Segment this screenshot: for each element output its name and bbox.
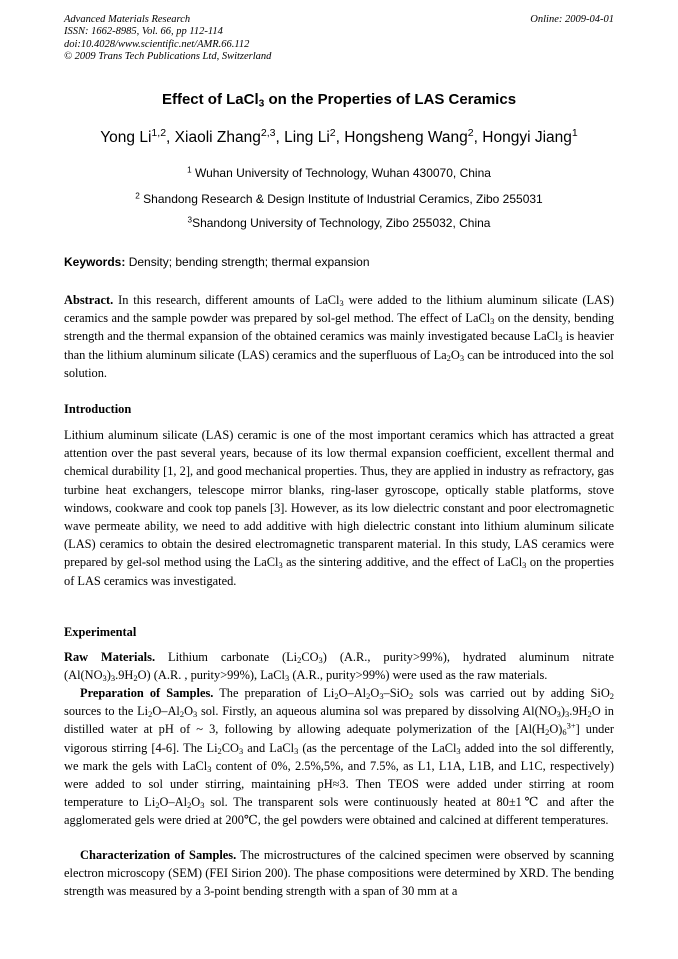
preparation-paragraph: Preparation of Samples. The preparation of $Li_2O-Al_2O_3-SiO_2$ sols was carried out by adding SiO$_2$ sources to the $Li_2O-Al_2O_3$ sol. Firstly, an aqueous alumina sol was prepared by dissolving $Al(NO_3)_3.9H_2O$ in distilled water at pH of ~ 3, following by allowing adequate polymerization of the $[Al(H_2O)_6^{3+}]$ under vigorous stirring [4-6]. The $Li_2CO_3$ and LaCl$_3$ (as the percentage of the LaCl$_3$ added into the sol differently, we mark the gels with LaCl$_3$ content of 0%, 2.5%,5%, and 7.5%, as L1, L1A, L1B, and L1C, respectively) were added to sol under stirring, maintaining pH≈3. Then TEOS were added under stirring at room temperature to $Li_2O-Al_2O_3$ sol. The transparent sols were continuously heated at 80±1℃ and after the agglomerated gels were dried at 200℃, the gel powders were obtained and calcined at different temperatures.	[64, 686, 615, 828]
copyright-line: © 2009 Trans Tech Publications Ltd, Switzerland	[64, 50, 272, 62]
online-date: Online: 2009-04-01	[530, 14, 614, 25]
author: Yong Li$^{1,2}$,	[100, 127, 175, 146]
affiliation: $^1$ Wuhan University of Technology, Wuhan 430070, China	[187, 165, 491, 180]
keywords: Keywords: Density; bending strength; thermal expansion	[64, 255, 370, 269]
author: Ling Li$^2$,	[284, 127, 345, 146]
author: Hongsheng Wang$^2$,	[344, 127, 483, 146]
author-list	[0, 129, 678, 147]
abstract: Abstract. In this research, different amounts of LaCl$_3$ were added to the lithium aluminum silicate (LAS) ceramics and the sample powder was prepared by sol-gel method. The effect of LaCl$_3$ on the density, bending strength and the thermal expansion of the obtained ceramics was mainly investigated because LaCl$_3$ is heavier than the lithium aluminum silicate (LAS) ceramics and the superfluous of $La_2O_3$ can be introduced into the sol solution.	[64, 293, 614, 380]
author: Hongyi Jiang$^1$	[482, 127, 578, 146]
section-heading-introduction: Introduction	[64, 402, 132, 416]
journal-name: Advanced Materials Research	[64, 14, 191, 25]
paper-title: Effect of LaCl$_3$ on the Properties of LAS Ceramics	[161, 91, 517, 110]
affiliation: $^2$ Shandong Research & Design Institute of Industrial Ceramics, Zibo 255031	[135, 191, 543, 206]
characterization-paragraph: Characterization of Samples. The microstructures of the calcined specimen were observed by scanning electron microscopy (SEM) (FEI Sirion 200). The phase compositions were determined by XRD. The bending strength was measured by a 3-point bending strength with a span of 30 mm at a	[64, 848, 614, 899]
raw-materials-paragraph: Raw Materials. Lithium carbonate $(Li_2CO_3)$ (A.R., purity>99%), hydrated aluminum nitrate $(Al(NO_3)_3.9H_2O)$ (A.R. , purity>99%), LaCl$_3$ (A.R., purity>99%) were used as the raw materials.	[64, 650, 614, 684]
doi-line: doi:10.4028/www.scientific.net/AMR.66.112	[64, 38, 250, 50]
section-heading-experimental: Experimental	[64, 625, 137, 639]
affiliation: $^3$Shandong University of Technology, Zibo 255032, China	[187, 215, 491, 230]
author: Xiaoli Zhang$^{2,3}$,	[174, 127, 285, 146]
issn-line: ISSN: 1662-8985, Vol. 66, pp 112-114	[64, 26, 223, 38]
introduction-paragraph: Lithium aluminum silicate (LAS) ceramic is one of the most important ceramics which has attracted a great attention over the past several years, because of its low thermal expansion coefficient, excellent thermal and chemical durability [1, 2], and good mechanical properties. Thus, they are applied in industry as refractory, gas turbine heat exchangers, telescope mirror blanks, ring-laser gyroscope, optically stable platforms, stove windows, cookware and cook top panels [3]. However, as its low dielectric constant and poor electromagnetic wave permeate ability, we need to add additive with high dielectric constant into lithium aluminum silicate (LAS) ceramics to obtain the desired electromagnetic transparent material. In this study, LAS ceramics were prepared by gel-sol method using the LaCl$_3$ as the sintering additive, and the effect of LaCl$_3$ on the properties of LAS ceramics was investigated.	[64, 428, 614, 588]
journal-header	[64, 14, 271, 63]
